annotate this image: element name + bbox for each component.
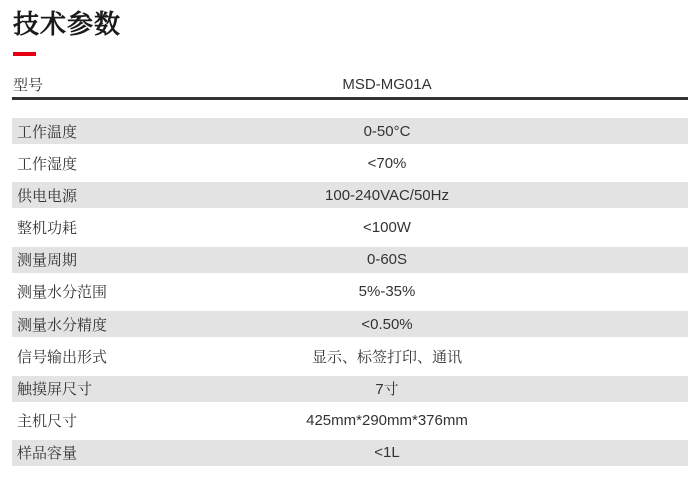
spec-label: 样品容量 bbox=[17, 445, 78, 463]
table-row bbox=[12, 150, 688, 176]
table-row bbox=[12, 118, 688, 144]
table-row bbox=[12, 376, 688, 402]
table-row bbox=[12, 343, 688, 369]
spec-label: 测量周期 bbox=[17, 252, 78, 270]
spec-label: 工作温度 bbox=[17, 123, 78, 141]
spec-value: MSD-MG01A bbox=[342, 76, 432, 93]
table-row bbox=[12, 279, 688, 305]
spec-label: 信号输出形式 bbox=[17, 348, 108, 366]
spec-value: <1L bbox=[374, 444, 400, 462]
table-row bbox=[12, 440, 688, 466]
spec-label: 整机功耗 bbox=[17, 220, 78, 238]
spec-value: <100W bbox=[363, 219, 411, 237]
spec-rows bbox=[12, 118, 688, 466]
spec-label: 测量水分精度 bbox=[17, 316, 108, 334]
spec-value: 425mm*290mm*376mm bbox=[306, 412, 468, 430]
spec-value: <70% bbox=[367, 154, 407, 172]
page-title: 技术参数 bbox=[13, 9, 122, 39]
table-row bbox=[12, 215, 688, 241]
spec-value: 5%-35% bbox=[358, 283, 416, 301]
spec-value: 100-240VAC/50Hz bbox=[325, 186, 449, 204]
spec-value: 0-60S bbox=[366, 251, 408, 269]
spec-label: 测量水分范围 bbox=[17, 284, 108, 302]
spec-label: 触摸屏尺寸 bbox=[17, 381, 93, 398]
table-row bbox=[12, 311, 688, 337]
table-row bbox=[12, 408, 688, 434]
spec-value: 0-50°C bbox=[363, 122, 411, 140]
title-accent-bar bbox=[13, 52, 36, 56]
spec-label: 工作湿度 bbox=[17, 155, 78, 173]
spec-label: 供电电源 bbox=[17, 187, 78, 205]
spec-label: 主机尺寸 bbox=[17, 413, 78, 431]
table-row bbox=[12, 182, 688, 208]
table-row bbox=[12, 247, 688, 273]
spec-value: 7寸 bbox=[375, 381, 399, 398]
spec-label: 型号 bbox=[13, 77, 44, 94]
table-row-model bbox=[12, 72, 688, 100]
spec-value: <0.50% bbox=[361, 315, 413, 333]
spec-value: 显示、标签打印、通讯 bbox=[311, 348, 462, 366]
spec-table bbox=[12, 72, 688, 472]
